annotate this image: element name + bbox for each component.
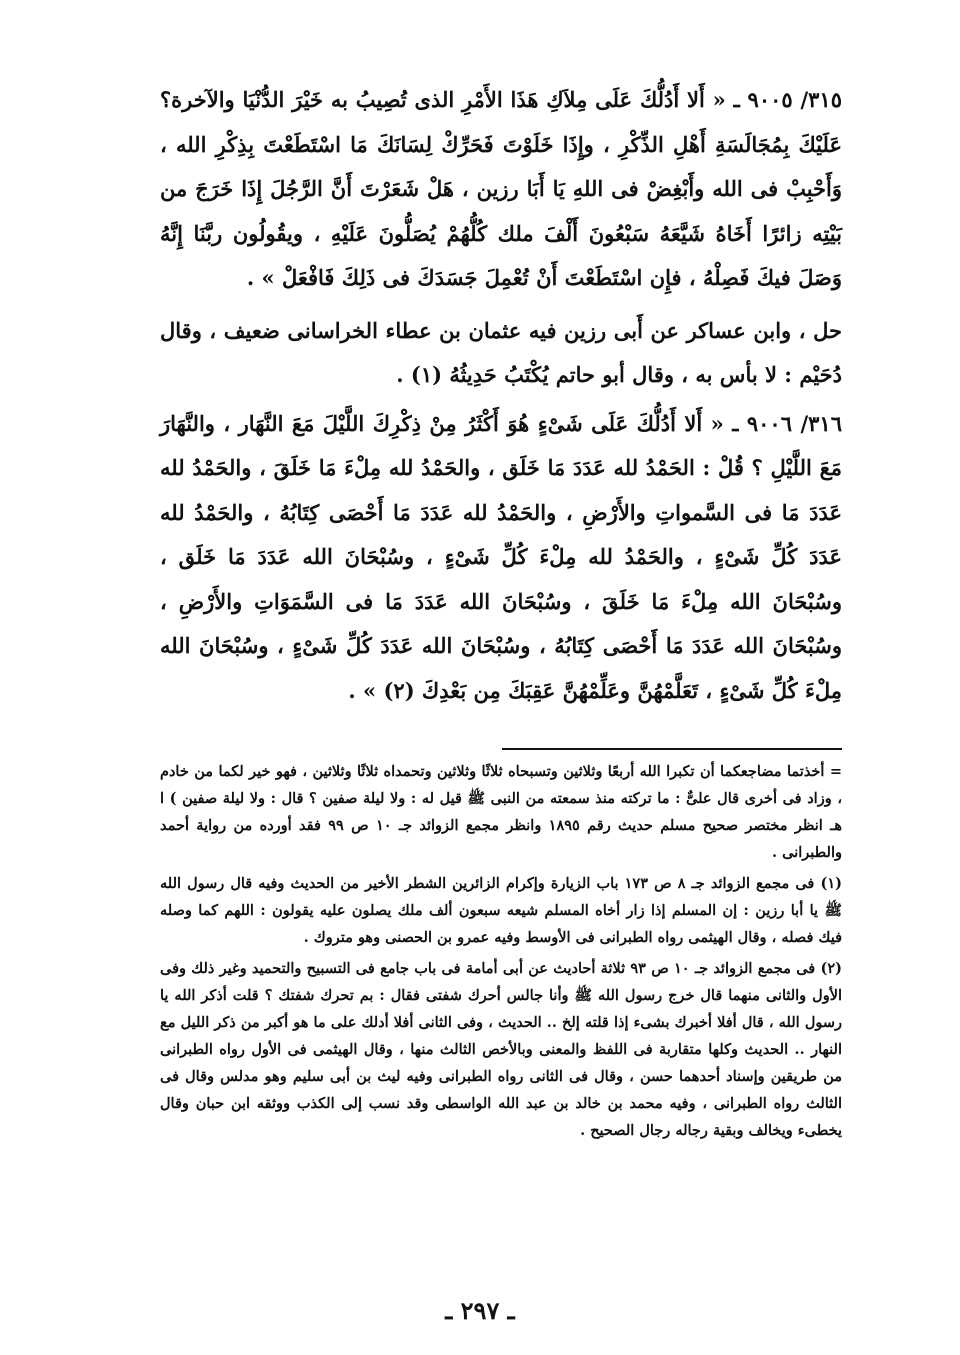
takhrij-paragraph: حل ، وابن عساكر عن أَبى رزين فيه عثمان بن عطاء الخراسانى ضعيف ، وقال دُحَيْم : لا بأس به ، وقال أبو حاتم يُكْتَبُ حَدِيثُهُ (١) .	[160, 317, 842, 387]
hadith-paragraph-9006: ٣١٦/ ٩٠٠٦ ـ « أَلا أَدُلُّكَ عَلَى شَىْءٍ هُوَ أَكْثَرُ مِنْ ذِكْرِكَ اللَّيْلَ مَعَ النَّهَار ، والنَّهَارَ مَعَ اللَّيْلِ ؟ قُلْ : الحَمْدُ لله عَدَدَ مَا خَلَق ، والحَمْدُ لله مِلْءَ مَا خَلَقَ ، والحَمْدُ لله عَدَدَ مَا فى السَّمواتِ والأَرْضِ ، والحَمْدُ لله عَدَدَ مَا أَحْصَى كِتَابُهُ ، والحَمْدُ لله عَدَدَ كُلِّ شَىْءٍ ، والحَمْدُ لله مِلْءَ كُلِّ شَىْءٍ ، وسُبْحَانَ الله عَدَدَ مَا خَلَق ، وسُبْحَانَ الله مِلْءَ مَا خَلَقَ ، وسُبْحَانَ الله عَدَدَ مَا فى السَّمَوَاتِ والأَرْضِ ، وسُبْحَانَ الله عَدَدَ مَا أَحْصَى كِتَابُهُ ، وسُبْحَانَ الله عَدَدَ كُلِّ شَىْءٍ ، وسُبْحَانَ الله مِلْءَ كُلِّ شَىْءٍ ، تَعَلَّمْهُنَّ وعَلِّمْهُنَّ عَقِبَكَ مِن بَعْدِكَ (٢) » .	[160, 410, 842, 703]
page-number: ـ ٢٩٧ ـ	[445, 1296, 515, 1325]
footnote-continuation: = أخذتما مضاجعكما أن تكبرا الله أربعًا وثلاثين وتسبحاه ثلاثًا وثلاثين وتحمداه ثلاثًا وثلاثين ، فهو خير لكما من خادم ، وزاد فى أخرى قال علىٌّ : ما تركته منذ سمعته من النبى ﷺ قيل له : ولا ليلة صفين ؟ قال : ولا ليلة صفين ) ا هـ انظر مختصر صحيح مسلم حديث رقم ١٨٩٥ وانظر مجمع الزوائد جـ ١٠ ص ٩٩ فقد أورده من رواية أحمد والطبرانى .	[160, 763, 842, 861]
main-text	[160, 78, 842, 713]
footnote-separator	[502, 748, 842, 750]
footnotes	[160, 758, 842, 1148]
footnote-2: (٢) فى مجمع الزوائد جـ ١٠ ص ٩٣ ثلاثة أحاديث عن أبى أمامة فى باب جامع فى التسبيح والتحميد وغير ذلك وفى الأول والثانى منهما قال خرج رسول الله ﷺ وأنا جالس أحرك شفتى فقال : بم تحرك شفتك ؟ قلت أذكر الله يا رسول الله ، قال أفلا أخبرك بشىء إذا قلته إلخ .. الحديث ، وفى الثانى أفلا أدلك على ما هو أكبر من ذكر الليل مع النهار .. الحديث وكلها متقاربة فى اللفظ والمعنى وبالأخص الثالث منها ، وقال الهيثمى فى الأول رواه الطبرانى من طريقين وإسناد أحدهما حسن ، وقال فى الثانى رواه الطبرانى وفيه ليث بن أبى سليم وهو مدلس وقال فى الثالث رواه الطبرانى ، وفيه محمد بن خالد بن عبد الله الواسطى وقد نسب إلى الكذب ووثقه ابن حبان وقال يخطىء ويخالف وبقية رجاله رجال الصحيح .	[160, 960, 843, 1139]
footnote-1: (١) فى مجمع الزوائد جـ ٨ ص ١٧٣ باب الزيارة وإكرام الزائرين الشطر الأخير من الحديث وفيه قال رسول الله ﷺ يا أبا رزين : إن المسلم إذا زار أخاه المسلم شيعه سبعون ألف ملك يصلون عليه يقولون : اللهم كما وصله فيك فصله ، وقال الهيثمى رواه الطبرانى فى الأوسط وفيه عمرو بن الحصنى وهو متروك .	[160, 875, 842, 946]
hadith-paragraph-9005: ٣١٥/ ٩٠٠٥ ـ « أَلا أَدُلُّكَ عَلَى مِلاَكِ هَذَا الأَمْرِ الذى تُصِيبُ به خَيْرَ الدُّنْيَا والآخرة؟ عَلَيْكَ بِمُجَالَسَةِ أَهْلِ الذِّكْرِ ، وإِذَا خَلَوْتَ فَحَرِّكْ لِسَانَكَ مَا اسْتَطَعْتَ بِذِكْرِ الله ، وَأَحْبِبْ فى الله وأَبْغِضْ فى اللهِ يَا أَبَا رزين ، هَلْ شَعَرْتَ أَنَّ الرَّجُلَ إِذَا خَرَجَ من بَيْتِه زائرًا أَخَاهُ شَيَّعَهُ سَبْعُونَ أَلْفَ ملك كُلُّهُمْ يُصَلُّونَ عَلَيْهِ ، ويقُولُون ربَّنَا إِنَّهُ وَصَلَ فيكَ فَصِلْهُ ، فإِن اسْتَطَعْتَ أَنْ تُعْمِلَ جَسَدَكَ فى ذَلِكَ فَافْعَلْ » .	[160, 87, 842, 290]
